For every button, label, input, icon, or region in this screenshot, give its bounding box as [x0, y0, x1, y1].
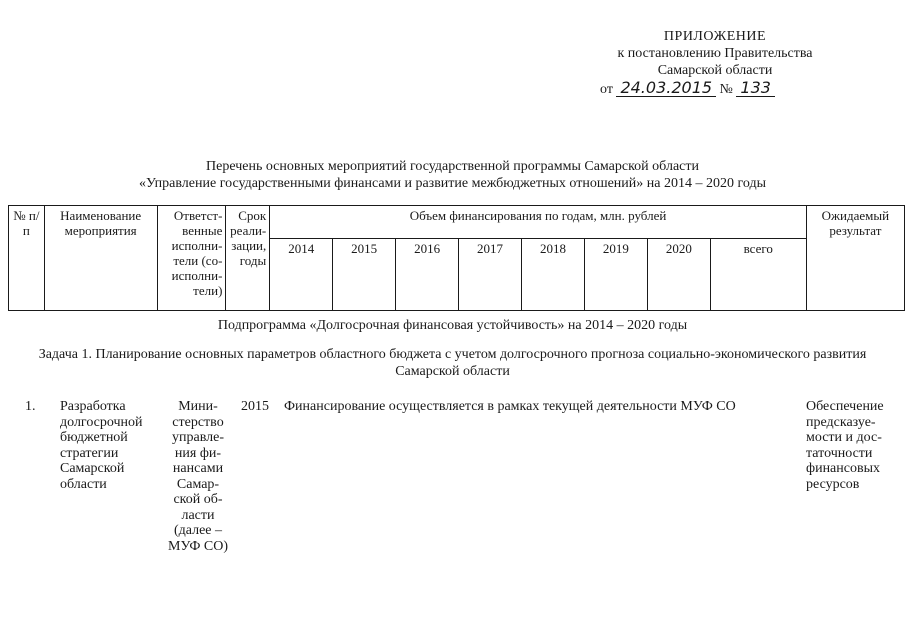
title-line-1: Перечень основных мероприятий государственной программы Самарской области	[206, 159, 699, 174]
header-responsible: Ответст-венные исполни-тели (со-исполни-тели)	[157, 206, 226, 311]
number-prefix: №	[719, 82, 733, 97]
date-prefix: от	[600, 82, 613, 97]
appendix-line-2: Самарской области	[657, 63, 773, 78]
header-year-2015: 2015	[333, 239, 396, 311]
appendix-title: ПРИЛОЖЕНИЕ	[663, 29, 767, 44]
title-line-2: «Управление государственными финансами и развитие межбюджетных отношений» на 2014 – 2020 годы	[138, 176, 767, 191]
header-year-2018: 2018	[522, 239, 585, 311]
resolution-date-line	[600, 80, 775, 98]
subprogram-heading: Подпрограмма «Долгосрочная финансовая устойчивость» на 2014 – 2020 годы	[217, 318, 688, 333]
row-number: 1.	[25, 399, 36, 414]
header-year-2020: 2020	[647, 239, 710, 311]
appendix-block	[560, 28, 870, 79]
responsible-executor: Мини-стерство управле-ния фи-нансами Самар-ской об-ласти (далее – МУФ СО)	[168, 399, 228, 554]
financing-note: Финансирование осуществляется в рамках текущей деятельности МУФ СО	[284, 399, 736, 414]
task-heading: Задача 1. Планирование основных параметров областного бюджета с учетом долгосрочного прогноза социально-экономического развития Самарской области	[38, 347, 867, 379]
document-title	[60, 158, 845, 192]
header-funding: Объем финансирования по годам, млн. рублей	[270, 206, 806, 239]
header-year-2014: 2014	[270, 239, 333, 311]
expected-result: Обеспечение предсказуе-мости и дос-таточности финансовых ресурсов	[806, 399, 884, 492]
resolution-date: 24.03.2015	[616, 80, 716, 97]
header-term: Срок реали-зации, годы	[226, 206, 270, 311]
resolution-number: 133	[736, 80, 775, 97]
header-expected: Ожидаемый результат	[806, 206, 904, 311]
appendix-line-1: к постановлению Правительства	[617, 46, 813, 61]
activity-name: Разработка долгосрочной бюджетной стратегии Самарской области	[60, 399, 143, 492]
implementation-term: 2015	[241, 399, 269, 414]
header-year-2017: 2017	[459, 239, 522, 311]
header-total: всего	[710, 239, 806, 311]
header-year-2019: 2019	[584, 239, 647, 311]
header-year-2016: 2016	[396, 239, 459, 311]
header-num: № п/п	[9, 206, 45, 311]
header-name: Наименование мероприятия	[44, 206, 157, 311]
funding-table-header	[8, 205, 905, 311]
